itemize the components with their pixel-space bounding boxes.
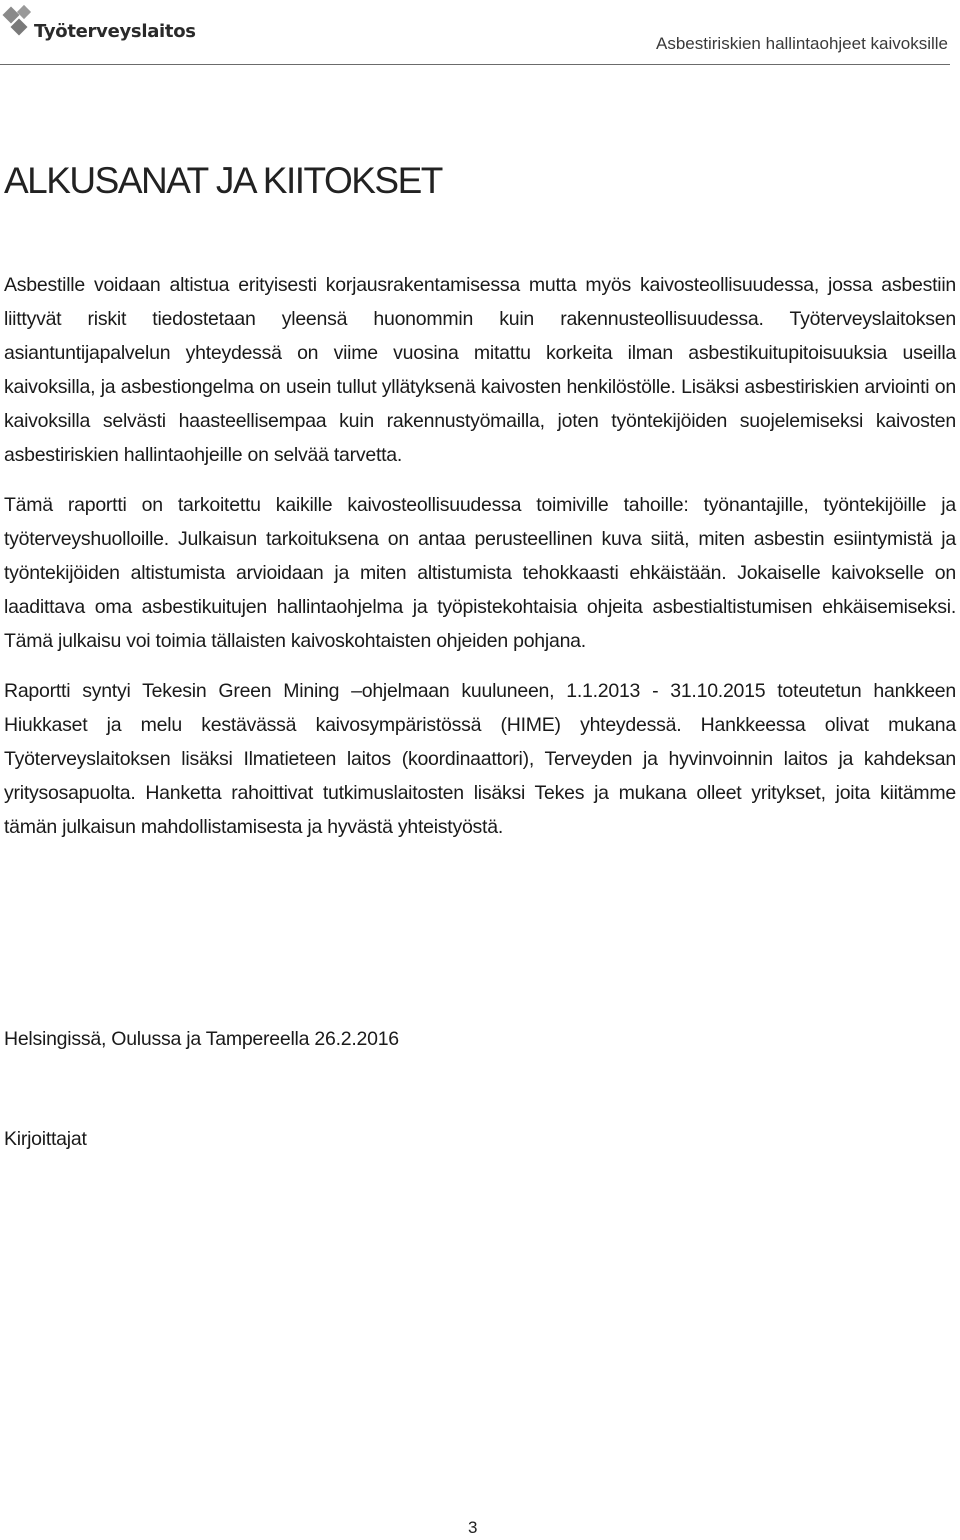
page-title: ALKUSANAT JA KIITOKSET	[4, 160, 442, 201]
body-text	[4, 268, 956, 860]
logo	[2, 4, 196, 48]
tyoterveyslaitos-logo-icon	[2, 4, 36, 48]
paragraph: Asbestille voidaan altistua erityisesti korjausrakentamisessa mutta myös kaivosteollisuudessa, jossa asbestiin liittyvät riskit tiedostetaan yleensä huonommin kuin rakennusteollisuudessa. Työterveyslaitoksen asiantuntijapalvelun yhteydessä on viime vuosina mitattu korkeita ilman asbestikuitupitoisuuksia useilla kaivoksilla, ja asbestiongelma on usein tullut yllätyksenä kaivosten henkilöstölle. Lisäksi asbestiriskien arviointi on kaivoksilla selvästi haasteellisempaa kuin rakennustyömailla, joten työntekijöiden suojelemiseksi kaivosten asbestiriskien hallintaohjeille on selvää tarvetta.	[4, 274, 956, 466]
signoff-place-date: Helsingissä, Oulussa ja Tampereella 26.2.2016	[4, 1028, 399, 1050]
paragraph: Tämä raportti on tarkoitettu kaikille kaivosteollisuudessa toimiville tahoille: työnantajille, työntekijöille ja työterveyshuolloille. Julkaisun tarkoituksena on antaa perusteellinen kuva siitä, miten asbestin esiintymistä ja työntekijöiden altistumista arvioidaan ja miten altistumista tehokkaasti ehkäistään. Jokaiselle kaivokselle on laadittava oma asbestikuitujen hallintaohjelma ja työpistekohtaisia ohjeita asbestialtistumisen ehkäisemiseksi. Tämä julkaisu voi toimia tällaisten kaivoskohtaisten ohjeiden pohjana.	[4, 494, 956, 652]
logo-text: Työterveyslaitos	[34, 21, 196, 42]
paragraph: Raportti syntyi Tekesin Green Mining –ohjelmaan kuuluneen, 1.1.2013 - 31.10.2015 toteutetun hankkeen Hiukkaset ja melu kestävässä kaivosympäristössä (HIME) yhteydessä. Hankkeessa olivat mukana Työterveyslaitoksen lisäksi Ilmatieteen laitos (koordinaattori), Terveyden ja hyvinvoinnin laitos ja kahdeksan yritysosapuolta. Hanketta rahoittivat tutkimuslaitosten lisäksi Tekes ja mukana olleet yritykset, joita kiitämme tämän julkaisun mahdollistamisesta ja hyvästä yhteistyöstä.	[4, 680, 956, 838]
page-number: 3	[468, 1518, 478, 1537]
running-title: Asbestiriskien hallintaohjeet kaivoksille	[656, 34, 948, 53]
page-header	[0, 0, 950, 65]
signoff-author: Kirjoittajat	[4, 1128, 87, 1150]
